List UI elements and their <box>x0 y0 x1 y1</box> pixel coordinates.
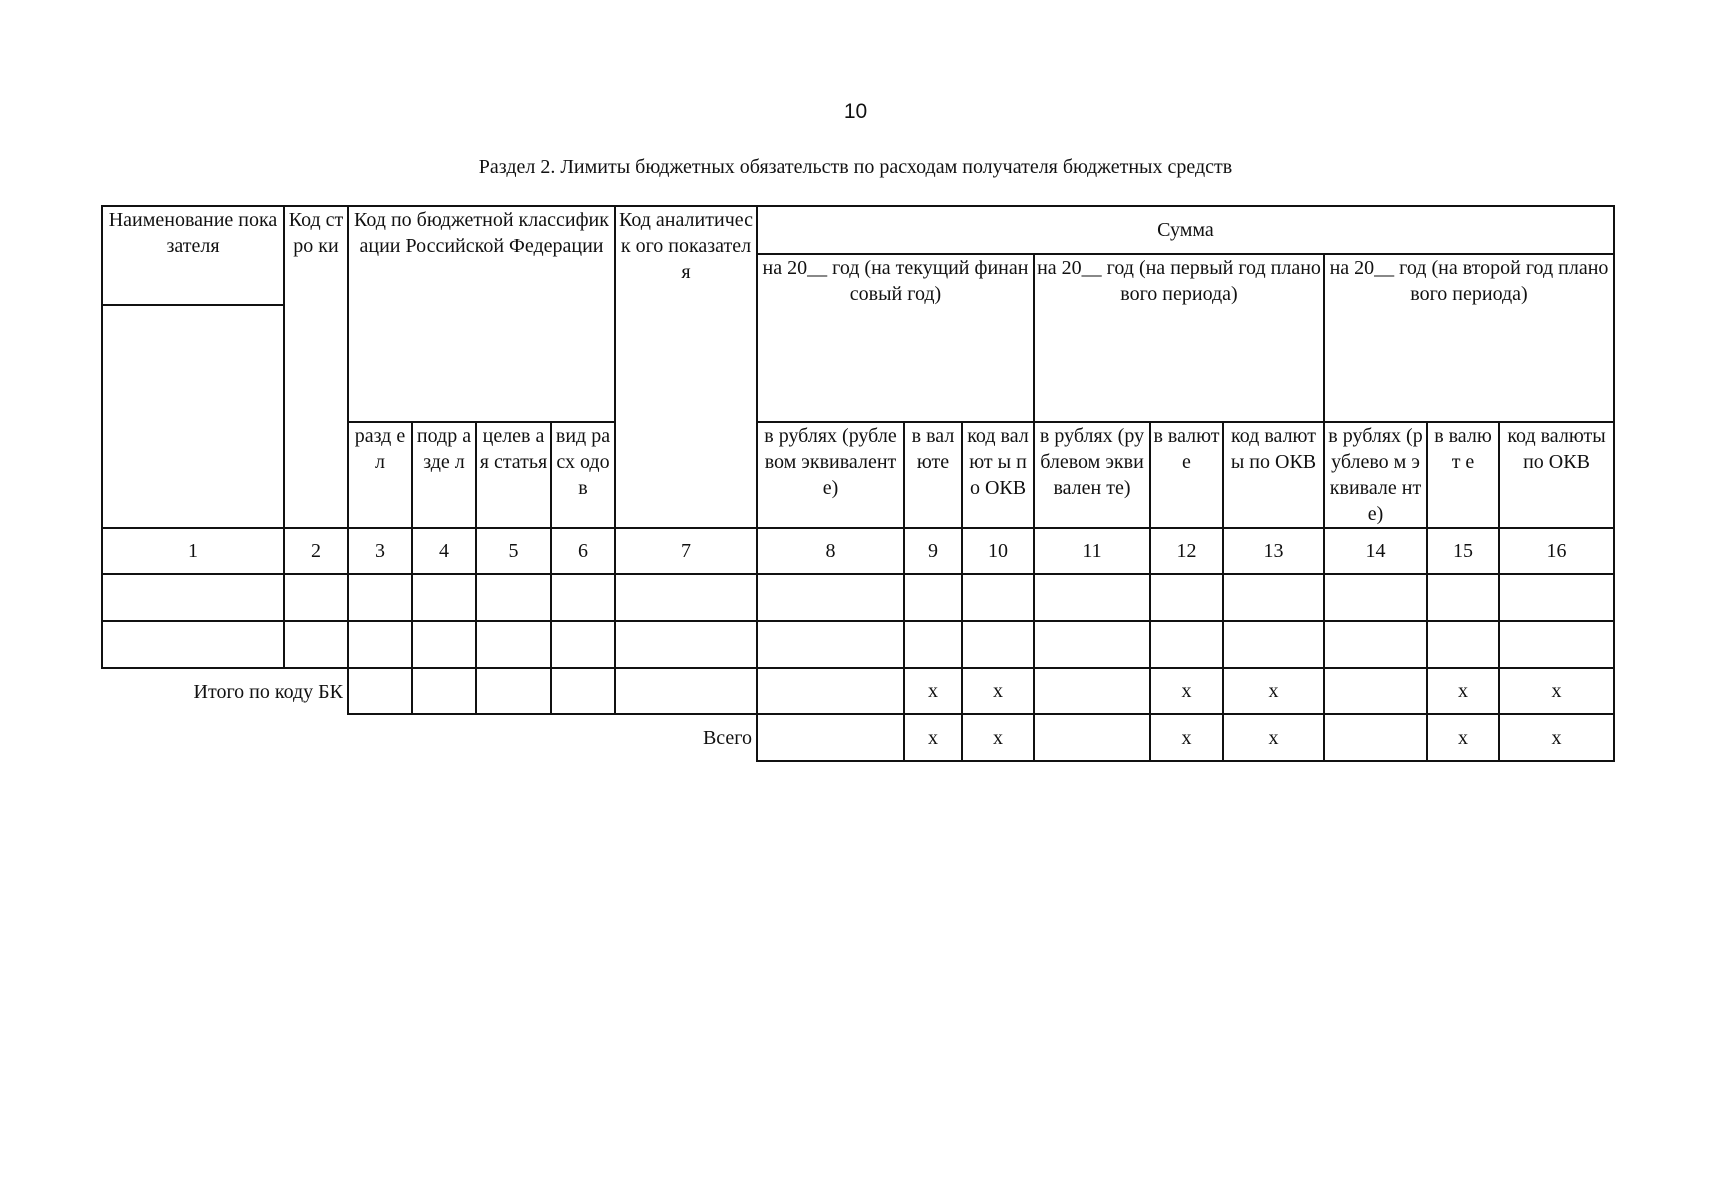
table-cell[interactable] <box>757 668 904 714</box>
table-cell[interactable] <box>615 668 757 714</box>
table-cell[interactable] <box>1034 621 1150 668</box>
table-row <box>102 621 1614 668</box>
x-mark: x <box>1223 714 1324 761</box>
limits-table <box>101 205 1615 762</box>
table-cell[interactable] <box>1324 668 1427 714</box>
table-cell[interactable] <box>476 621 551 668</box>
table-cell[interactable] <box>1223 574 1324 621</box>
table-cell[interactable] <box>412 668 476 714</box>
table-cell[interactable] <box>102 574 284 621</box>
table-cell[interactable] <box>1499 621 1614 668</box>
header-podrazdel: подр азде л <box>412 422 476 528</box>
column-number: 10 <box>962 528 1034 574</box>
table-cell[interactable] <box>1034 714 1150 761</box>
table-cell[interactable] <box>1324 714 1427 761</box>
table-cell[interactable] <box>102 621 284 668</box>
header-val-3: в валют е <box>1427 422 1499 528</box>
header-okv-2: код валюты по ОКВ <box>1223 422 1324 528</box>
header-year-current: на 20__ год (на текущий финансовый год) <box>757 254 1034 422</box>
column-number: 4 <box>412 528 476 574</box>
column-number-row <box>102 528 1614 574</box>
header-razdel: разд ел <box>348 422 412 528</box>
table-cell[interactable] <box>1223 621 1324 668</box>
column-number: 9 <box>904 528 962 574</box>
column-number: 12 <box>1150 528 1223 574</box>
header-bk-code: Код по бюджетной классификации Российской Федерации <box>348 206 615 422</box>
column-number: 16 <box>1499 528 1614 574</box>
table-cell[interactable] <box>904 621 962 668</box>
header-year-first: на 20__ год (на первый год планового периода) <box>1034 254 1324 422</box>
table-cell[interactable] <box>1034 574 1150 621</box>
table-cell[interactable] <box>1034 668 1150 714</box>
table-cell[interactable] <box>757 621 904 668</box>
column-number: 5 <box>476 528 551 574</box>
x-mark: x <box>1499 714 1614 761</box>
table-cell[interactable] <box>962 574 1034 621</box>
header-name-lower <box>102 305 284 528</box>
table-cell[interactable] <box>1427 621 1499 668</box>
column-number: 6 <box>551 528 615 574</box>
header-code-row: Код стро ки <box>284 206 348 528</box>
column-number: 2 <box>284 528 348 574</box>
x-mark: x <box>1427 668 1499 714</box>
table-cell[interactable] <box>1150 574 1223 621</box>
x-mark: x <box>1427 714 1499 761</box>
table-cell[interactable] <box>348 621 412 668</box>
table-cell[interactable] <box>476 668 551 714</box>
table-cell[interactable] <box>412 621 476 668</box>
section-title: Раздел 2. Лимиты бюджетных обязательств по расходам получателя бюджетных средств <box>478 156 1233 178</box>
column-number: 7 <box>615 528 757 574</box>
table-cell[interactable] <box>1324 574 1427 621</box>
header-sum: Сумма <box>757 206 1614 254</box>
header-name: Наименование показателя <box>102 206 284 305</box>
x-mark: x <box>1150 668 1223 714</box>
table-cell[interactable] <box>412 574 476 621</box>
header-analytic-code: Код аналитическ ого показателя <box>615 206 757 528</box>
header-rub-1: в рублях (рублевом эквиваленте) <box>757 422 904 528</box>
header-okv-3: код валюты по ОКВ <box>1499 422 1614 528</box>
x-mark: x <box>1223 668 1324 714</box>
column-number: 14 <box>1324 528 1427 574</box>
table-row <box>102 574 1614 621</box>
header-celevaya: целев ая статья <box>476 422 551 528</box>
x-mark: x <box>962 668 1034 714</box>
header-val-2: в валют е <box>1150 422 1223 528</box>
table-cell[interactable] <box>284 574 348 621</box>
header-okv-1: код валют ы по ОКВ <box>962 422 1034 528</box>
table-cell[interactable] <box>1324 621 1427 668</box>
itogo-row <box>102 668 1614 714</box>
header-vid: вид расх одов <box>551 422 615 528</box>
table-cell[interactable] <box>757 714 904 761</box>
table-cell[interactable] <box>757 574 904 621</box>
x-mark: x <box>962 714 1034 761</box>
table-cell[interactable] <box>904 574 962 621</box>
table-cell[interactable] <box>348 574 412 621</box>
x-mark: x <box>904 668 962 714</box>
table-cell[interactable] <box>962 621 1034 668</box>
vsego-row <box>102 714 1614 761</box>
table-cell[interactable] <box>348 668 412 714</box>
x-mark: x <box>1150 714 1223 761</box>
column-number: 1 <box>102 528 284 574</box>
column-number: 3 <box>348 528 412 574</box>
header-year-second: на 20__ год (на второй год планового периода) <box>1324 254 1614 422</box>
header-rub-3: в рублях (рублево м эквивале нте) <box>1324 422 1427 528</box>
table-cell[interactable] <box>1427 574 1499 621</box>
x-mark: x <box>904 714 962 761</box>
table-cell[interactable] <box>1150 621 1223 668</box>
table-cell[interactable] <box>615 621 757 668</box>
page-number: 10 <box>843 100 868 123</box>
column-number: 8 <box>757 528 904 574</box>
table-cell[interactable] <box>551 668 615 714</box>
column-number: 11 <box>1034 528 1150 574</box>
header-rub-2: в рублях (рублевом эквивален те) <box>1034 422 1150 528</box>
table-cell[interactable] <box>551 574 615 621</box>
column-number: 13 <box>1223 528 1324 574</box>
vsego-label: Всего <box>702 727 752 749</box>
header-val-1: в вал юте <box>904 422 962 528</box>
itogo-label: Итого по коду БК <box>102 668 348 714</box>
x-mark: x <box>1499 668 1614 714</box>
column-number: 15 <box>1427 528 1499 574</box>
table-cell[interactable] <box>1499 574 1614 621</box>
table-cell[interactable] <box>615 574 757 621</box>
table-cell[interactable] <box>284 621 348 668</box>
table-cell[interactable] <box>551 621 615 668</box>
table-cell[interactable] <box>476 574 551 621</box>
